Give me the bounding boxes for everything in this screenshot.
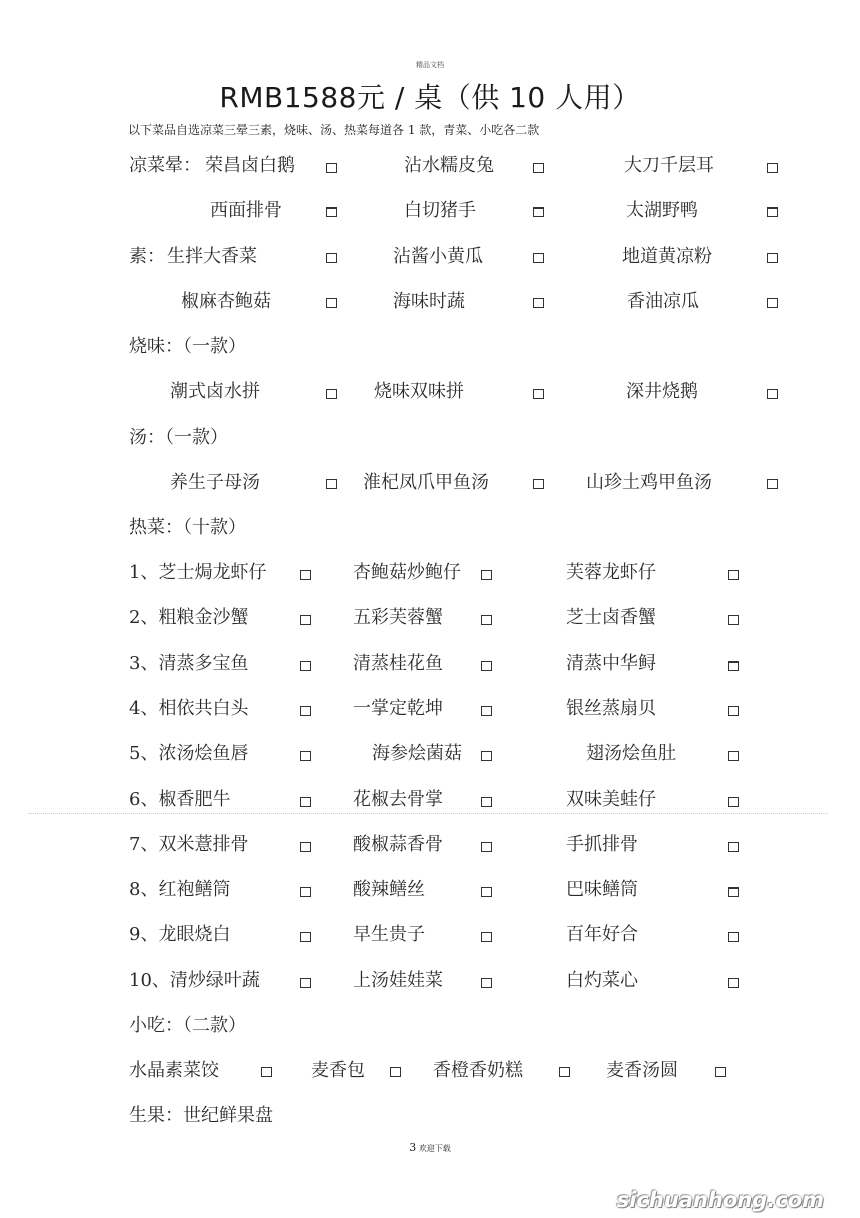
header-tag: 精品文档 [416, 61, 444, 69]
cold-meat-label: 凉菜晕： [129, 155, 201, 176]
hot-dish-item: 银丝蒸扇贝 [566, 698, 656, 719]
footer-text: 欢迎下载 [418, 1144, 451, 1153]
hot-dish-item: 6、椒香肥牛 [129, 789, 231, 810]
checkbox[interactable] [481, 978, 492, 988]
hot-dish-item: 双味美蛙仔 [566, 789, 656, 810]
checkbox[interactable] [533, 207, 544, 217]
checkbox[interactable] [767, 298, 778, 308]
checkbox[interactable] [326, 298, 337, 308]
checkbox[interactable] [300, 615, 311, 625]
checkbox[interactable] [300, 842, 311, 852]
checkbox[interactable] [481, 615, 492, 625]
fruit-line: 生果：世纪鲜果盘 [129, 1105, 273, 1126]
hot-dish-item: 清蒸中华鲟 [566, 653, 656, 674]
menu-item: 荣昌卤白鹅 [205, 155, 295, 176]
hot-dish-item: 酸辣鳝丝 [353, 879, 425, 900]
checkbox[interactable] [533, 479, 544, 489]
checkbox[interactable] [728, 661, 739, 671]
hot-dish-item: 上汤娃娃菜 [353, 970, 443, 991]
divider [28, 813, 828, 814]
checkbox[interactable] [300, 751, 311, 761]
checkbox[interactable] [533, 389, 544, 399]
hot-dish-item: 巴味鳝筒 [566, 879, 638, 900]
page-title: RMB1588元 / 桌（供 10 人用） [219, 81, 641, 114]
hot-dish-item: 清蒸桂花鱼 [353, 653, 443, 674]
hot-dish-item: 海参烩菌菇 [372, 743, 462, 764]
hot-dish-item: 1、芝士焗龙虾仔 [129, 562, 267, 583]
hot-dish-item: 翅汤烩鱼肚 [586, 743, 676, 764]
checkbox[interactable] [300, 570, 311, 580]
checkbox[interactable] [326, 389, 337, 399]
watermark: sichuanhong.com [616, 1188, 824, 1212]
menu-item: 淮杞凤爪甲鱼汤 [363, 472, 489, 493]
hot-dish-item: 一掌定乾坤 [353, 698, 443, 719]
checkbox[interactable] [390, 1067, 401, 1077]
checkbox[interactable] [728, 706, 739, 716]
checkbox[interactable] [533, 298, 544, 308]
checkbox[interactable] [481, 661, 492, 671]
menu-item: 烧味双味拼 [374, 381, 464, 402]
hot-dish-item: 酸椒蒜香骨 [353, 834, 443, 855]
checkbox[interactable] [533, 253, 544, 263]
hot-dish-item: 手抓排骨 [566, 834, 638, 855]
checkbox[interactable] [326, 479, 337, 489]
hot-dish-item: 8、红袍鳝筒 [129, 879, 231, 900]
checkbox[interactable] [481, 706, 492, 716]
snacks-section-label: 小吃：（二款） [129, 1015, 246, 1036]
menu-item: 水晶素菜饺 [129, 1060, 219, 1081]
checkbox[interactable] [326, 163, 337, 173]
checkbox[interactable] [559, 1067, 570, 1077]
checkbox[interactable] [767, 207, 778, 217]
menu-item: 深井烧鹅 [626, 381, 698, 402]
hot-dish-item: 芙蓉龙虾仔 [566, 562, 656, 583]
checkbox[interactable] [767, 479, 778, 489]
checkbox[interactable] [326, 253, 337, 263]
checkbox[interactable] [728, 932, 739, 942]
subtitle: 以下菜品自选凉菜三晕三素，烧味、汤、热菜每道各 1 款，青菜、小吃各二款 [128, 123, 540, 137]
menu-item: 海味时蔬 [393, 291, 465, 312]
checkbox[interactable] [533, 163, 544, 173]
hot-dish-item: 2、粗粮金沙蟹 [129, 607, 249, 628]
checkbox[interactable] [767, 163, 778, 173]
hot-dish-item: 花椒去骨掌 [353, 789, 443, 810]
checkbox[interactable] [728, 842, 739, 852]
checkbox[interactable] [326, 207, 337, 217]
hot-dish-item: 3、清蒸多宝鱼 [129, 653, 249, 674]
menu-item: 沾酱小黄瓜 [393, 246, 483, 267]
checkbox[interactable] [728, 887, 739, 897]
cold-veg-label: 素： [129, 246, 165, 267]
hot-dish-item: 白灼菜心 [566, 970, 638, 991]
checkbox[interactable] [481, 797, 492, 807]
menu-item: 西面排骨 [210, 200, 282, 221]
checkbox[interactable] [767, 389, 778, 399]
menu-item: 白切猪手 [404, 200, 476, 221]
hot-dish-item: 4、相依共白头 [129, 698, 249, 719]
hot-dish-item: 百年好合 [566, 924, 638, 945]
menu-item: 地道黄凉粉 [622, 246, 712, 267]
menu-item: 椒麻杏鲍菇 [181, 291, 271, 312]
hot-dish-item: 芝士卤香蟹 [566, 607, 656, 628]
checkbox[interactable] [728, 797, 739, 807]
menu-item: 潮式卤水拼 [170, 381, 260, 402]
hot-section-label: 热菜：（十款） [129, 517, 246, 538]
menu-item: 养生子母汤 [170, 472, 260, 493]
menu-item: 香橙香奶糕 [433, 1060, 523, 1081]
checkbox[interactable] [481, 887, 492, 897]
menu-item: 香油凉瓜 [627, 291, 699, 312]
roast-section-label: 烧味：（一款） [129, 336, 246, 357]
checkbox[interactable] [481, 932, 492, 942]
menu-item: 太湖野鸭 [626, 200, 698, 221]
checkbox[interactable] [728, 978, 739, 988]
checkbox[interactable] [767, 253, 778, 263]
soup-section-label: 汤：（一款） [129, 427, 228, 448]
checkbox[interactable] [481, 751, 492, 761]
hot-dish-item: 7、双米薏排骨 [129, 834, 249, 855]
menu-item: 沾水糯皮兔 [404, 155, 494, 176]
hot-dish-item: 早生贵子 [353, 924, 425, 945]
menu-item: 麦香包 [311, 1060, 365, 1081]
checkbox[interactable] [300, 797, 311, 807]
menu-item: 大刀千层耳 [624, 155, 714, 176]
checkbox[interactable] [300, 932, 311, 942]
hot-dish-item: 五彩芙蓉蟹 [353, 607, 443, 628]
checkbox[interactable] [481, 842, 492, 852]
checkbox[interactable] [300, 887, 311, 897]
checkbox[interactable] [728, 570, 739, 580]
checkbox[interactable] [300, 978, 311, 988]
hot-dish-item: 杏鲍菇炒鲍仔 [353, 562, 461, 583]
hot-dish-item: 5、浓汤烩鱼唇 [129, 743, 249, 764]
hot-dish-item: 9、龙眼烧白 [129, 924, 231, 945]
menu-item: 生拌大香菜 [167, 246, 257, 267]
checkbox[interactable] [261, 1067, 272, 1077]
checkbox[interactable] [300, 706, 311, 716]
menu-item: 山珍土鸡甲鱼汤 [586, 472, 712, 493]
checkbox[interactable] [481, 570, 492, 580]
checkbox[interactable] [715, 1067, 726, 1077]
page-number: 3 [409, 1141, 417, 1154]
menu-item: 麦香汤圆 [606, 1060, 678, 1081]
checkbox[interactable] [300, 661, 311, 671]
checkbox[interactable] [728, 751, 739, 761]
page-footer [0, 1141, 860, 1154]
checkbox[interactable] [728, 615, 739, 625]
hot-dish-item: 10、清炒绿叶蔬 [129, 970, 260, 991]
